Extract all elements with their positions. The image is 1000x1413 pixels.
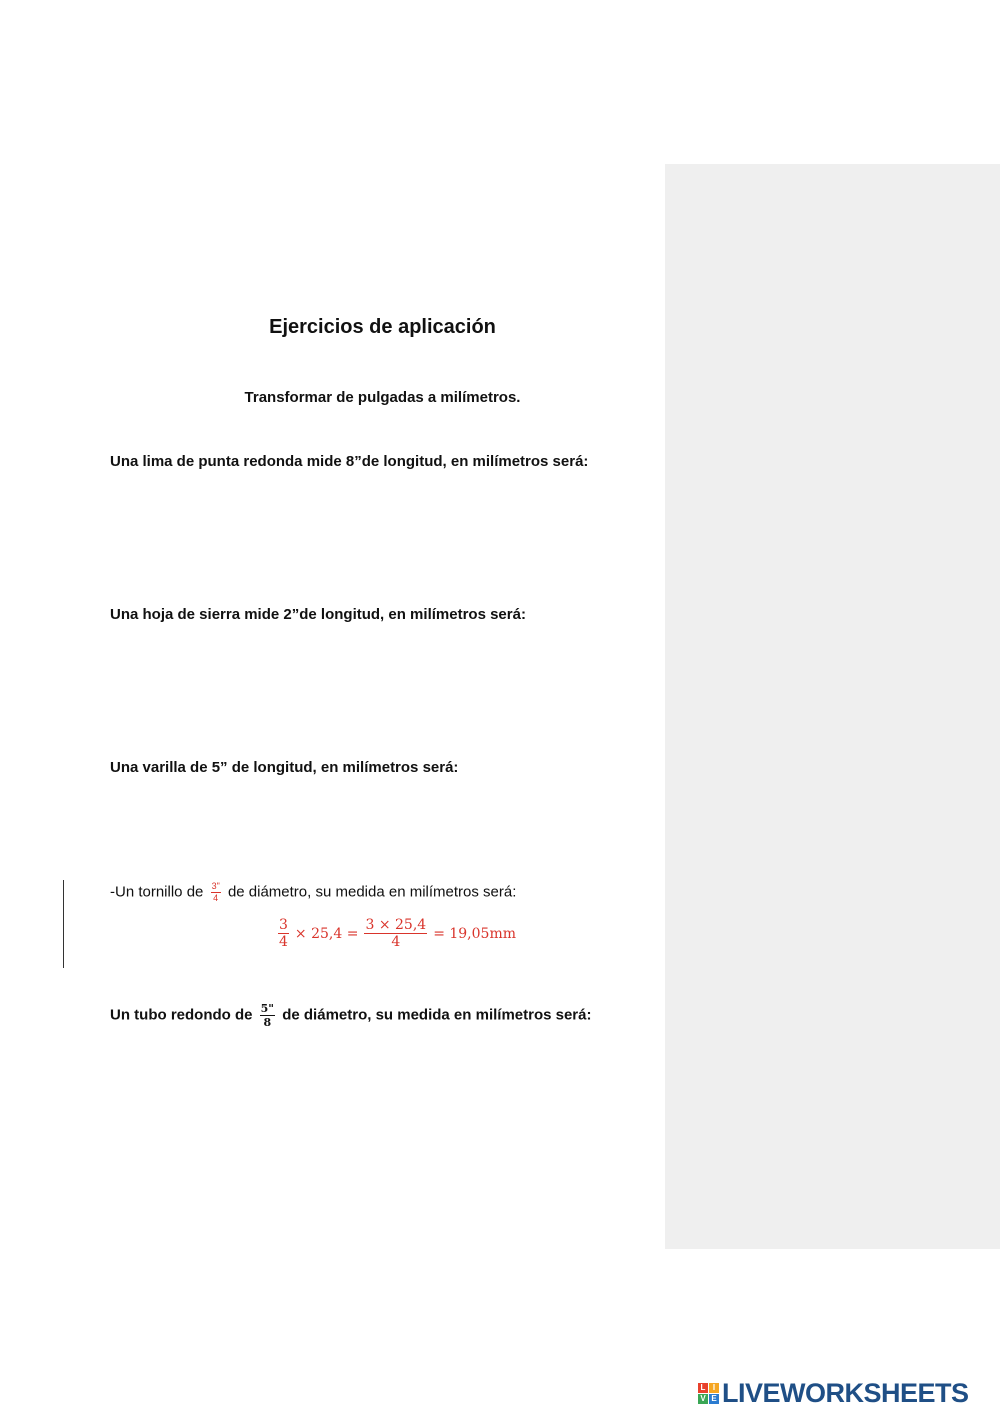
logo-mark-i: I xyxy=(709,1383,719,1393)
example-equation xyxy=(276,918,520,949)
question-4-fraction-denominator: 8 xyxy=(263,1016,272,1029)
question-4-suffix: de diámetro, su medida en milímetros será: xyxy=(282,1006,592,1024)
question-2: Una hoja de sierra mide 2”de longitud, en milímetros será: xyxy=(110,606,526,623)
example-suffix: de diámetro, su medida en milímetros será: xyxy=(227,883,517,901)
equation-result: = 19,05mm xyxy=(433,925,516,942)
question-3: Una varilla de 5” de longitud, en milímetros será: xyxy=(110,759,459,776)
question-4-prefix: Un tubo redondo de xyxy=(110,1006,253,1024)
equation-fraction-2 xyxy=(364,918,427,949)
equation-fraction-2-denominator: 4 xyxy=(391,934,401,950)
logo-text: LIVEWORKSHEETS xyxy=(722,1377,969,1408)
question-1: Una lima de punta redonda mide 8”de longitud, en milímetros será: xyxy=(110,453,589,470)
equation-fraction-1-denominator: 4 xyxy=(279,934,288,950)
question-4-fraction xyxy=(260,1003,275,1028)
example-question xyxy=(110,882,516,903)
equation-fraction-2-numerator: 3 × 25,4 xyxy=(365,917,427,933)
example-fraction-denominator: 4 xyxy=(213,893,219,903)
equation-fraction-1-numerator: 3 xyxy=(279,917,288,933)
comment-pane xyxy=(665,164,1000,1249)
logo-mark-v: V xyxy=(698,1394,708,1404)
liveworksheets-logo-icon xyxy=(698,1383,719,1404)
page-title: Ejercicios de aplicación xyxy=(269,316,496,338)
liveworksheets-logo xyxy=(698,1378,969,1408)
equation-fraction-1 xyxy=(278,918,289,949)
logo-mark-l: L xyxy=(698,1383,708,1393)
revision-bar xyxy=(63,880,64,968)
example-fraction xyxy=(211,882,221,903)
equation-multiplication: × 25,4 = xyxy=(294,925,359,942)
logo-mark-e: E xyxy=(709,1394,719,1404)
question-4 xyxy=(110,1003,591,1028)
example-fraction-numerator: 3" xyxy=(211,881,220,891)
question-4-fraction-numerator: 5" xyxy=(260,1002,275,1015)
page-subtitle: Transformar de pulgadas a milímetros. xyxy=(244,389,521,406)
example-prefix: -Un tornillo de xyxy=(110,883,204,901)
